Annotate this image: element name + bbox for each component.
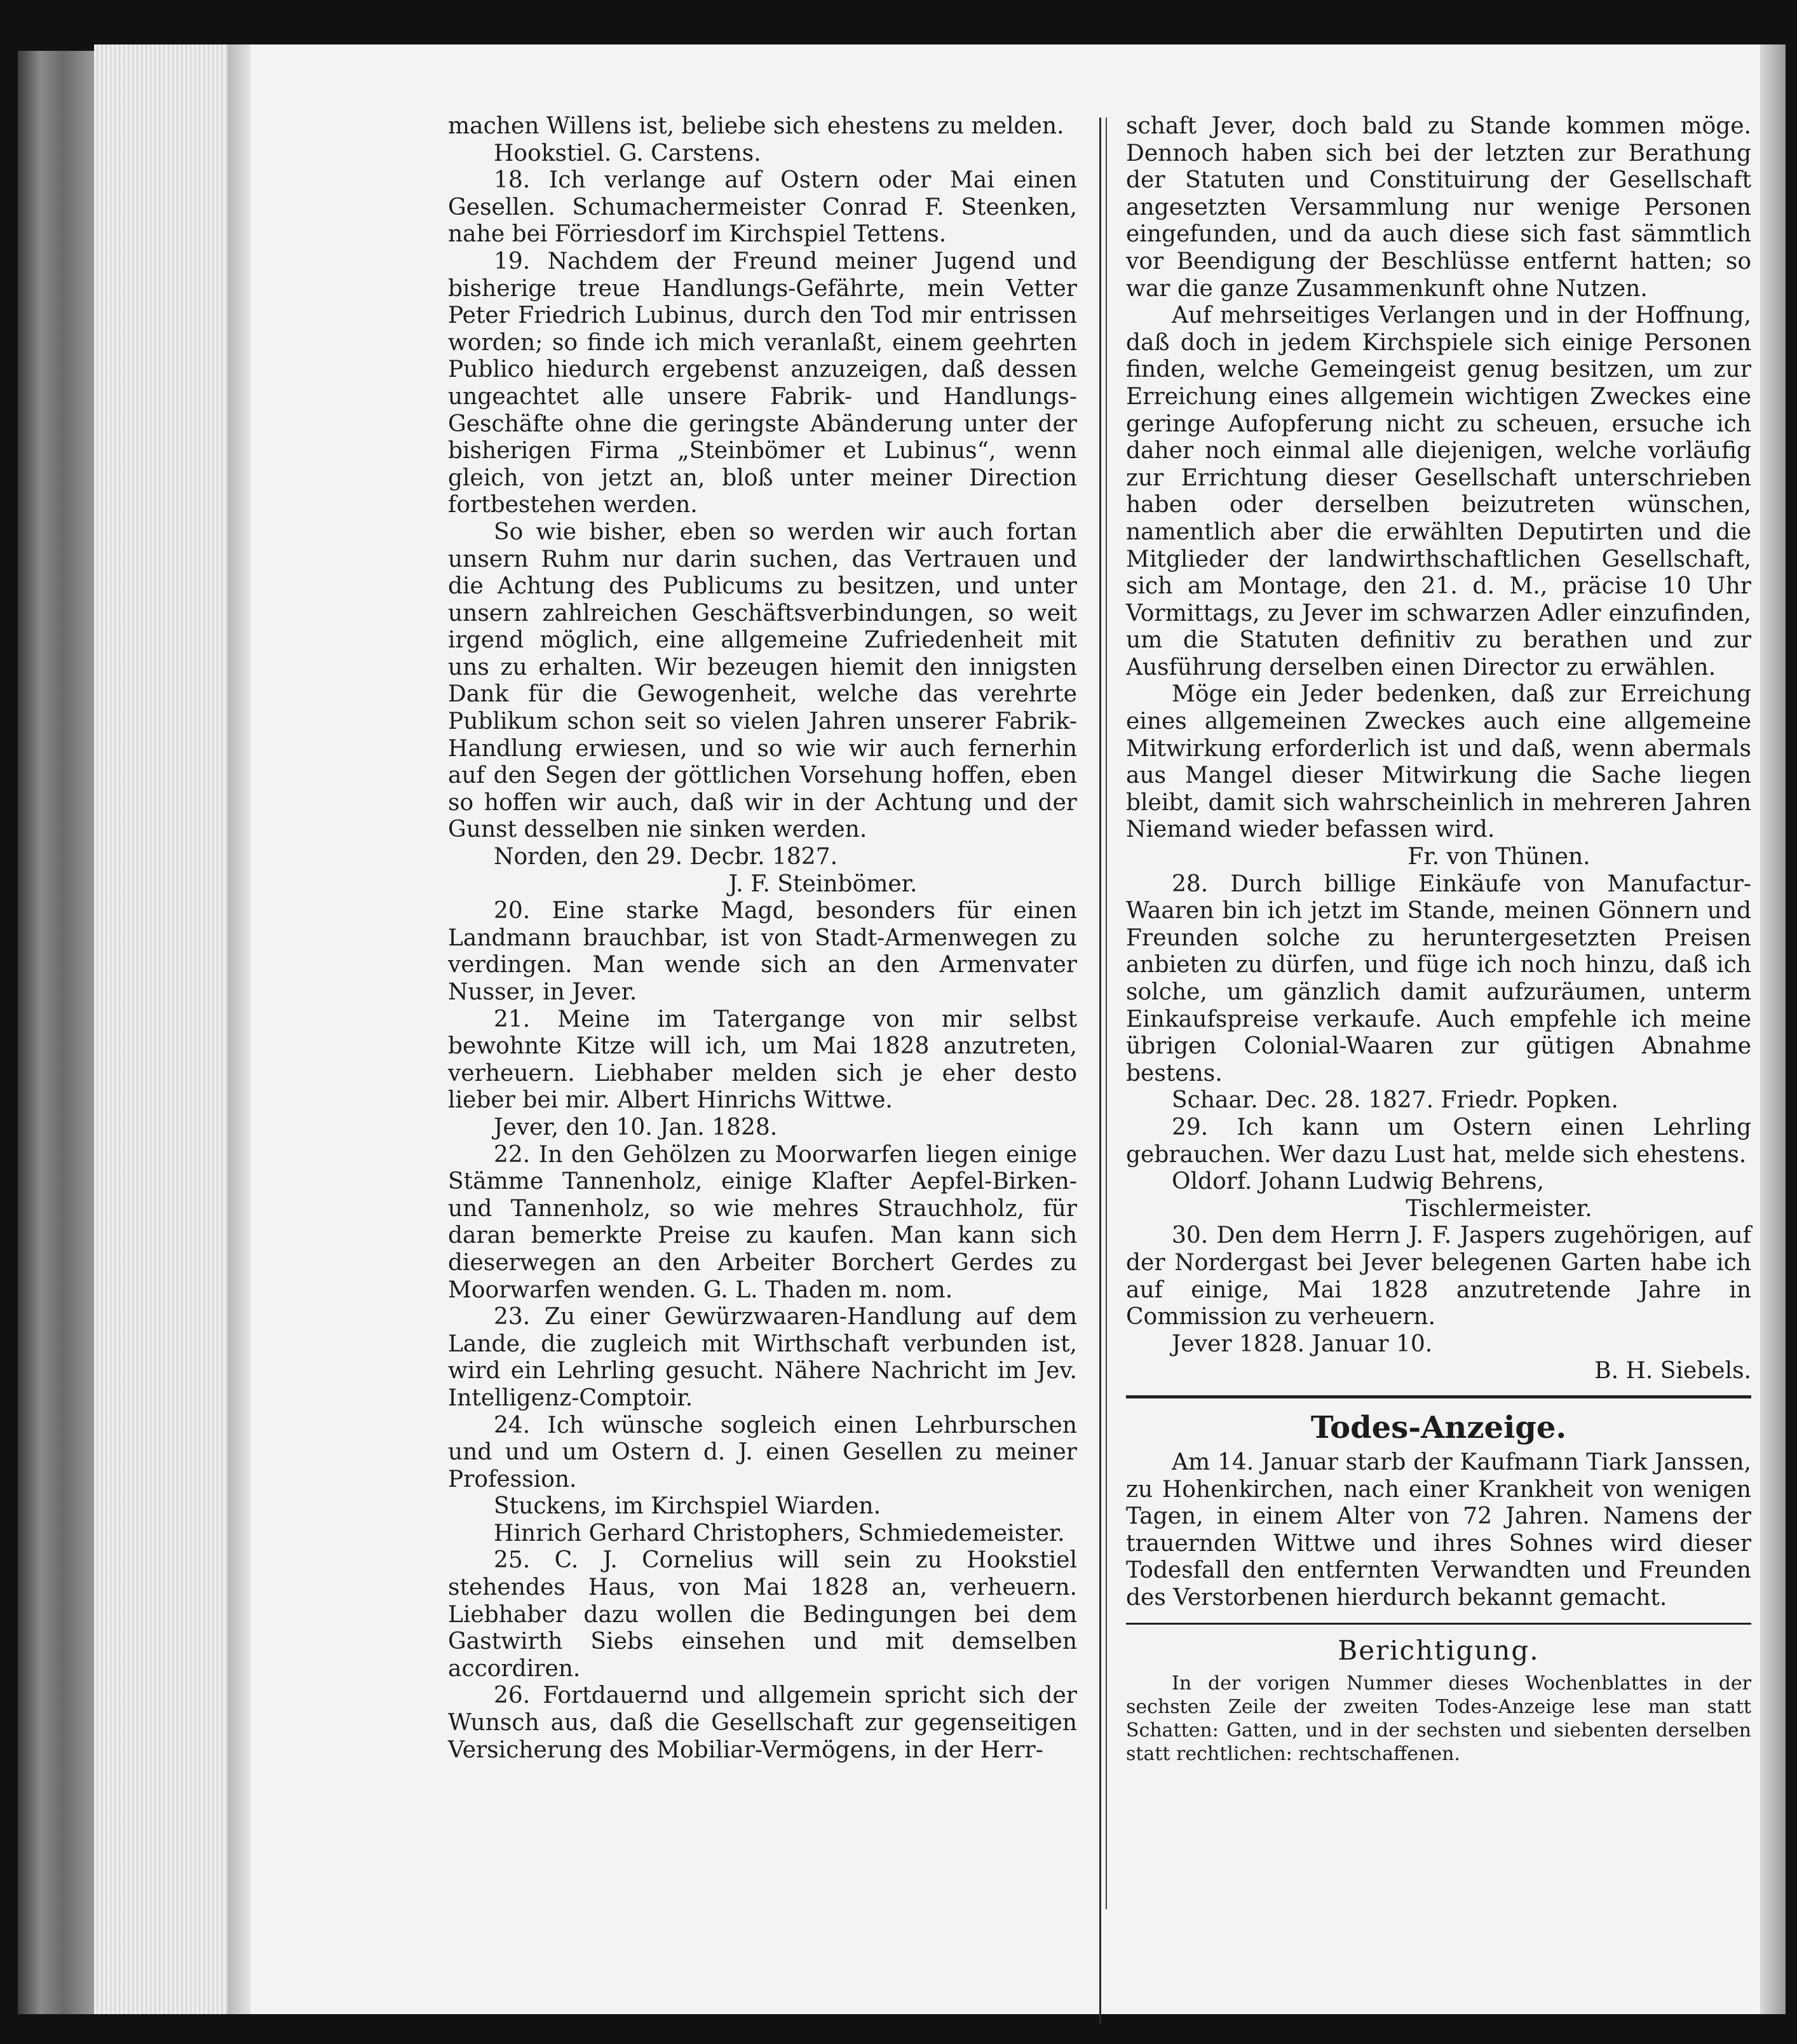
death-notice-title: Todes-Anzeige. — [1310, 1409, 1567, 1445]
page-right-edge — [1760, 44, 1786, 2014]
signature: Hinrich Gerhard Christophers, Schmiedemeister. — [494, 1520, 1065, 1547]
page-gutter — [227, 44, 250, 2014]
signature-title: Tischlermeister. — [1406, 1195, 1592, 1222]
paragraph: schaft Jever, doch bald zu Stande kommen möge. Dennoch haben sich bei der letzten zur Berathung der Statuten und Constituirung der Gesellschaft angesetzten Versammlung nur wenige Personen eingefunden, und da auch diese sich fast sämmtlich vor Beendigung der Beschlüsse entfernt hatten; so war die ganze Zusammenkunft ohne Nutzen. — [1126, 113, 1751, 302]
section-rule — [1126, 1395, 1751, 1398]
advert-26: 26. Fortdauernd und allgemein spricht sich der Wunsch aus, daß die Gesellschaft zur gegenseitigen Versicherung des Mobiliar-Vermögens, in der Herr- — [448, 1682, 1077, 1763]
column-divider — [1099, 118, 1101, 2024]
advert-19: 19. Nachdem der Freund meiner Jugend und bisherige treue Handlungs-Gefährte, mein Vetter Peter Friedrich Lubinus, durch den Tod mir entrissen worden; so finde ich mich veranlaßt, einem geehrten Publico hiedurch ergebenst anzuzeigen, daß dessen ungeachtet alle unsere Fabrik- und Handlungs-Geschäfte ohne die geringste Abänderung unter der bisherigen Firma „Steinbömer et Lubinus“, wenn gleich, von jetzt an, bloß unter meiner Direction fortbestehen werden. — [448, 248, 1077, 518]
advert-30: 30. Den dem Herrn J. F. Jaspers zugehörigen, auf der Nordergast bei Jever belegenen Garten habe ich auf einige, Mai 1828 anzutretende Jahre in Commission zu verheuern. — [1126, 1222, 1751, 1330]
dateline: Jever, den 10. Jan. 1828. — [494, 1114, 778, 1140]
paragraph: So wie bisher, eben so werden wir auch fortan unsern Ruhm nur darin suchen, das Vertrauen und die Achtung des Publicums zu besitzen, und unter unsern zahlreichen Geschäftsverbindungen, so weit irgend möglich, eine allgemeine Zufriedenheit mit uns zu erhalten. Wir bezeugen hiemit den innigsten Dank für die Gewogenheit, welche das verehrte Publikum schon seit so vielen Jahren unserer Fabrik-Handlung erwiesen, und so wie wir auch fernerhin auf den Segen der göttlichen Vorsehung hoffen, eben so hoffen wir auch, daß wir in der Achtung und der Gunst desselben nie sinken werden. — [448, 518, 1077, 843]
page-edges — [94, 44, 227, 2014]
location-line: Stuckens, im Kirchspiel Wiarden. — [494, 1493, 881, 1520]
signature: Oldorf. Johann Ludwig Behrens, — [1172, 1168, 1544, 1195]
paragraph: machen Willens ist, beliebe sich ehestens zu melden. — [448, 113, 1064, 139]
advert-21: 21. Meine im Tatergange von mir selbst bewohnte Kitze will ich, um Mai 1828 anzutreten, verheuern. Liebhaber melden sich je eher desto lieber bei mir. Albert Hinrichs Wittwe. — [448, 1006, 1077, 1114]
advert-18: 18. Ich verlange auf Ostern oder Mai einen Gesellen. Schumachermeister Conrad F. Steenken, nahe bei Förriesdorf im Kirchspiel Tettens. — [448, 167, 1077, 248]
paragraph: Hookstiel. G. Carstens. — [494, 140, 761, 166]
signature: B. H. Siebels. — [1594, 1358, 1751, 1384]
death-notice-text: Am 14. Januar starb der Kaufmann Tiark Janssen, zu Hohenkirchen, nach einer Krankheit von wenigen Tagen, in einem Alter von 72 Jahren. Namens der trauernden Wittwe und ihres Sohnes wird dieser Todesfall den entfernten Verwandten und Freunden des Verstorbenen hierdurch bekannt gemacht. — [1126, 1449, 1751, 1611]
advert-29: 29. Ich kann um Ostern einen Lehrling gebrauchen. Wer dazu Lust hat, melde sich ehestens. — [1126, 1114, 1751, 1168]
advert-28: 28. Durch billige Einkäufe von Manufactur-Waaren bin ich jetzt im Stande, meinen Gönnern und Freunden solche zu heruntergesetzten Preisen anbieten zu dürfen, und füge ich noch hinzu, daß ich solche, um gänzlich damit aufzuräumen, unterm Einkaufspreise verkaufe. Auch empfehle ich meine übrigen Colonial-Waaren zur gütigen Abnahme bestens. — [1126, 870, 1751, 1086]
left-column — [448, 113, 1077, 1764]
right-column — [1126, 113, 1751, 1766]
dateline: Norden, den 29. Decbr. 1827. — [494, 844, 838, 870]
advert-25: 25. C. J. Cornelius will sein zu Hookstiel stehendes Haus, von Mai 1828 an, verheuern. Liebhaber dazu wollen die Bedingungen bei dem Gastwirth Siebs einsehen und mit demselben accordiren. — [448, 1547, 1077, 1682]
book-spine — [18, 51, 94, 2014]
advert-20: 20. Eine starke Magd, besonders für einen Landmann brauchbar, ist von Stadt-Armenwegen zu verdingen. Man wende sich an den Armenvater Nusser, in Jever. — [448, 898, 1077, 1005]
column-divider-secondary — [1106, 118, 1107, 1909]
signature: Fr. von Thünen. — [1407, 844, 1590, 870]
dateline: Jever 1828. Januar 10. — [1172, 1330, 1433, 1357]
correction-text: In der vorigen Nummer dieses Wochenblattes in der sechsten Zeile der zweiten Todes-Anzeige lese man statt Schatten: Gatten, und in der sechsten und siebenten derselben statt rechtlichen: rechtschaffenen. — [1126, 1672, 1751, 1766]
correction-title: Berichtigung. — [1338, 1635, 1540, 1667]
dateline: Schaar. Dec. 28. 1827. Friedr. Popken. — [1172, 1087, 1618, 1114]
section-rule — [1126, 1623, 1751, 1625]
signature: J. F. Steinbömer. — [728, 870, 918, 897]
advert-22: 22. In den Gehölzen zu Moorwarfen liegen einige Stämme Tannenholz, einige Klafter Aepfel-Birken- und Tannenholz, so wie mehres Strauchholz, für daran bemerkte Preise zu kaufen. Man kann sich dieserwegen an den Arbeiter Borchert Gerdes zu Moorwarfen wenden. G. L. Thaden m. nom. — [448, 1141, 1077, 1303]
paragraph: Auf mehrseitiges Verlangen und in der Hoffnung, daß doch in jedem Kirchspiele sich einige Personen finden, welche Gemeingeist genug besitzen, um zur Erreichung eines allgemein wichtigen Zweckes eine geringe Aufopferung nicht zu scheuen, ersuche ich daher noch einmal alle diejenigen, welche vorläufig zur Errichtung dieser Gesellschaft unterschrieben haben oder derselben beizutreten wünschen, namentlich aber die erwählten Deputirten und die Mitglieder der landwirthschaftlichen Gesellschaft, sich am Montage, den 21. d. M., präcise 10 Uhr Vormittags, zu Jever im schwarzen Adler einzufinden, um die Statuten definitiv zu berathen und zur Ausführung derselben einen Director zu erwählen. — [1126, 302, 1751, 680]
paragraph: Möge ein Jeder bedenken, daß zur Erreichung eines allgemeinen Zweckes auch eine allgemeine Mitwirkung erforderlich ist und daß, wenn abermals aus Mangel dieser Mitwirkung die Sache liegen bleibt, damit sich wahrscheinlich in mehreren Jahren Niemand wieder befassen wird. — [1126, 681, 1751, 843]
advert-23: 23. Zu einer Gewürzwaaren-Handlung auf dem Lande, die zugleich mit Wirthschaft verbunden ist, wird ein Lehrling gesucht. Nähere Nachricht im Jev. Intelligenz-Comptoir. — [448, 1304, 1077, 1411]
advert-24: 24. Ich wünsche sogleich einen Lehrburschen und und um Ostern d. J. einen Gesellen zu meiner Profession. — [448, 1412, 1077, 1492]
